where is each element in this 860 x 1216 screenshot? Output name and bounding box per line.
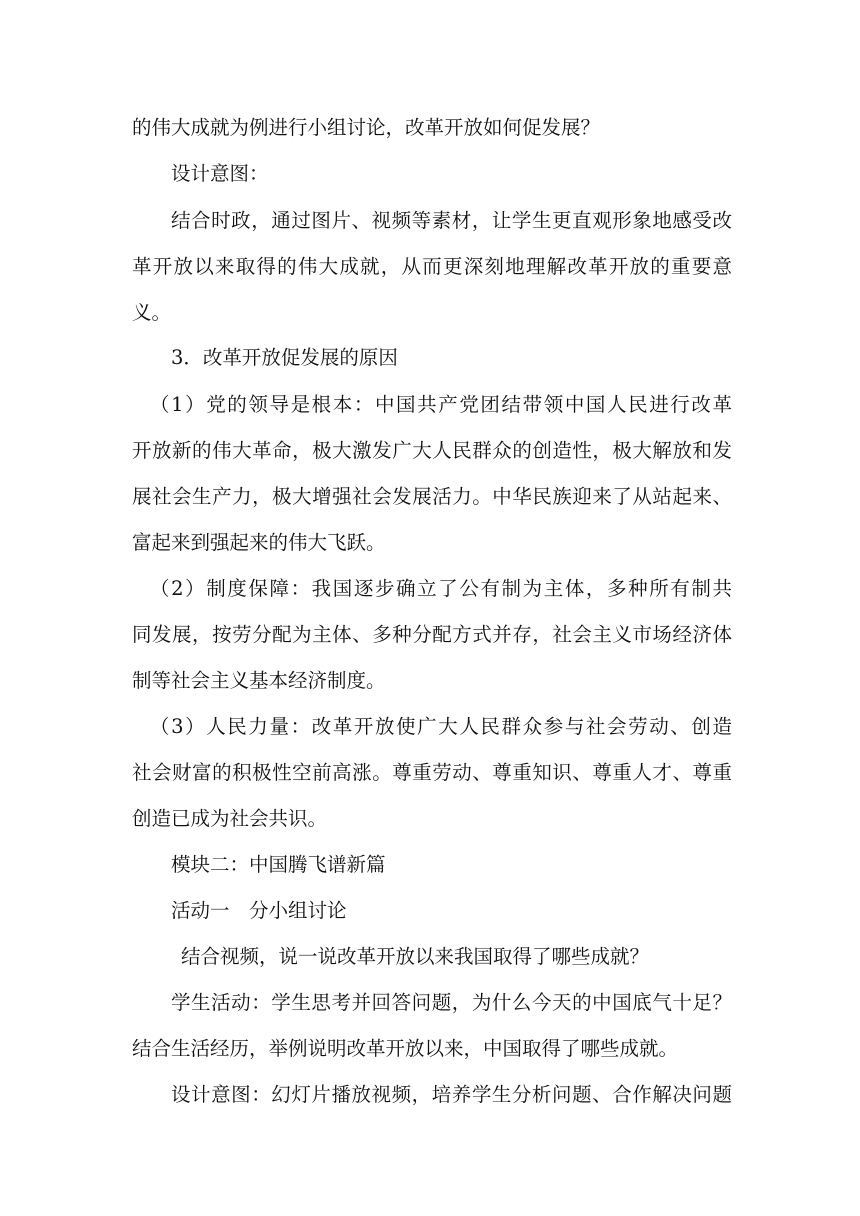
paragraph-line: 学生活动：学生思考并回答问题，为什么今天的中国底气十足？ [171,991,732,1014]
paragraph-line: （1）党的领导是根本：中国共产党团结带领中国人民进行改革 [150,393,732,416]
paragraph-line: 制等社会主义基本经济制度。 [132,669,386,692]
module-heading: 模块二：中国腾飞谱新篇 [171,853,386,876]
paragraph-line: 开放新的伟大革命，极大激发广大人民群众的创造性，极大解放和发 [132,439,732,462]
paragraph-line: （2）制度保障：我国逐步确立了公有制为主体，多种所有制共 [150,577,732,600]
paragraph-line: 结合生活经历，举例说明改革开放以来，中国取得了哪些成就。 [132,1037,679,1060]
paragraph-line: 富起来到强起来的伟大飞跃。 [132,531,386,554]
paragraph-line: 义。 [132,301,172,324]
paragraph-line: 革开放以来取得的伟大成就，从而更深刻地理解改革开放的重要意 [132,255,732,278]
paragraph-line: 结合视频，说一说改革开放以来我国取得了哪些成就？ [181,945,650,968]
paragraph-line: 的伟大成就为例进行小组讨论，改革开放如何促发展？ [132,116,601,139]
section-heading: 3．改革开放促发展的原因 [171,346,398,369]
activity-heading: 活动一 分小组讨论 [171,899,347,922]
paragraph-line: 结合时政，通过图片、视频等素材，让学生更直观形象地感受改 [171,209,732,232]
paragraph-line: 同发展，按劳分配为主体、多种分配方式并存，社会主义市场经济体 [132,623,732,646]
paragraph-line: （3）人民力量：改革开放使广大人民群众参与社会劳动、创造 [150,715,732,738]
paragraph-line: 展社会生产力，极大增强社会发展活力。中华民族迎来了从站起来、 [132,485,732,508]
design-intent-label: 设计意图： [171,162,269,185]
paragraph-line: 社会财富的积极性空前高涨。尊重劳动、尊重知识、尊重人才、尊重 [132,761,732,784]
paragraph-line: 设计意图：幻灯片播放视频，培养学生分析问题、合作解决问题 [171,1083,732,1106]
paragraph-line: 创造已成为社会共识。 [132,807,328,830]
